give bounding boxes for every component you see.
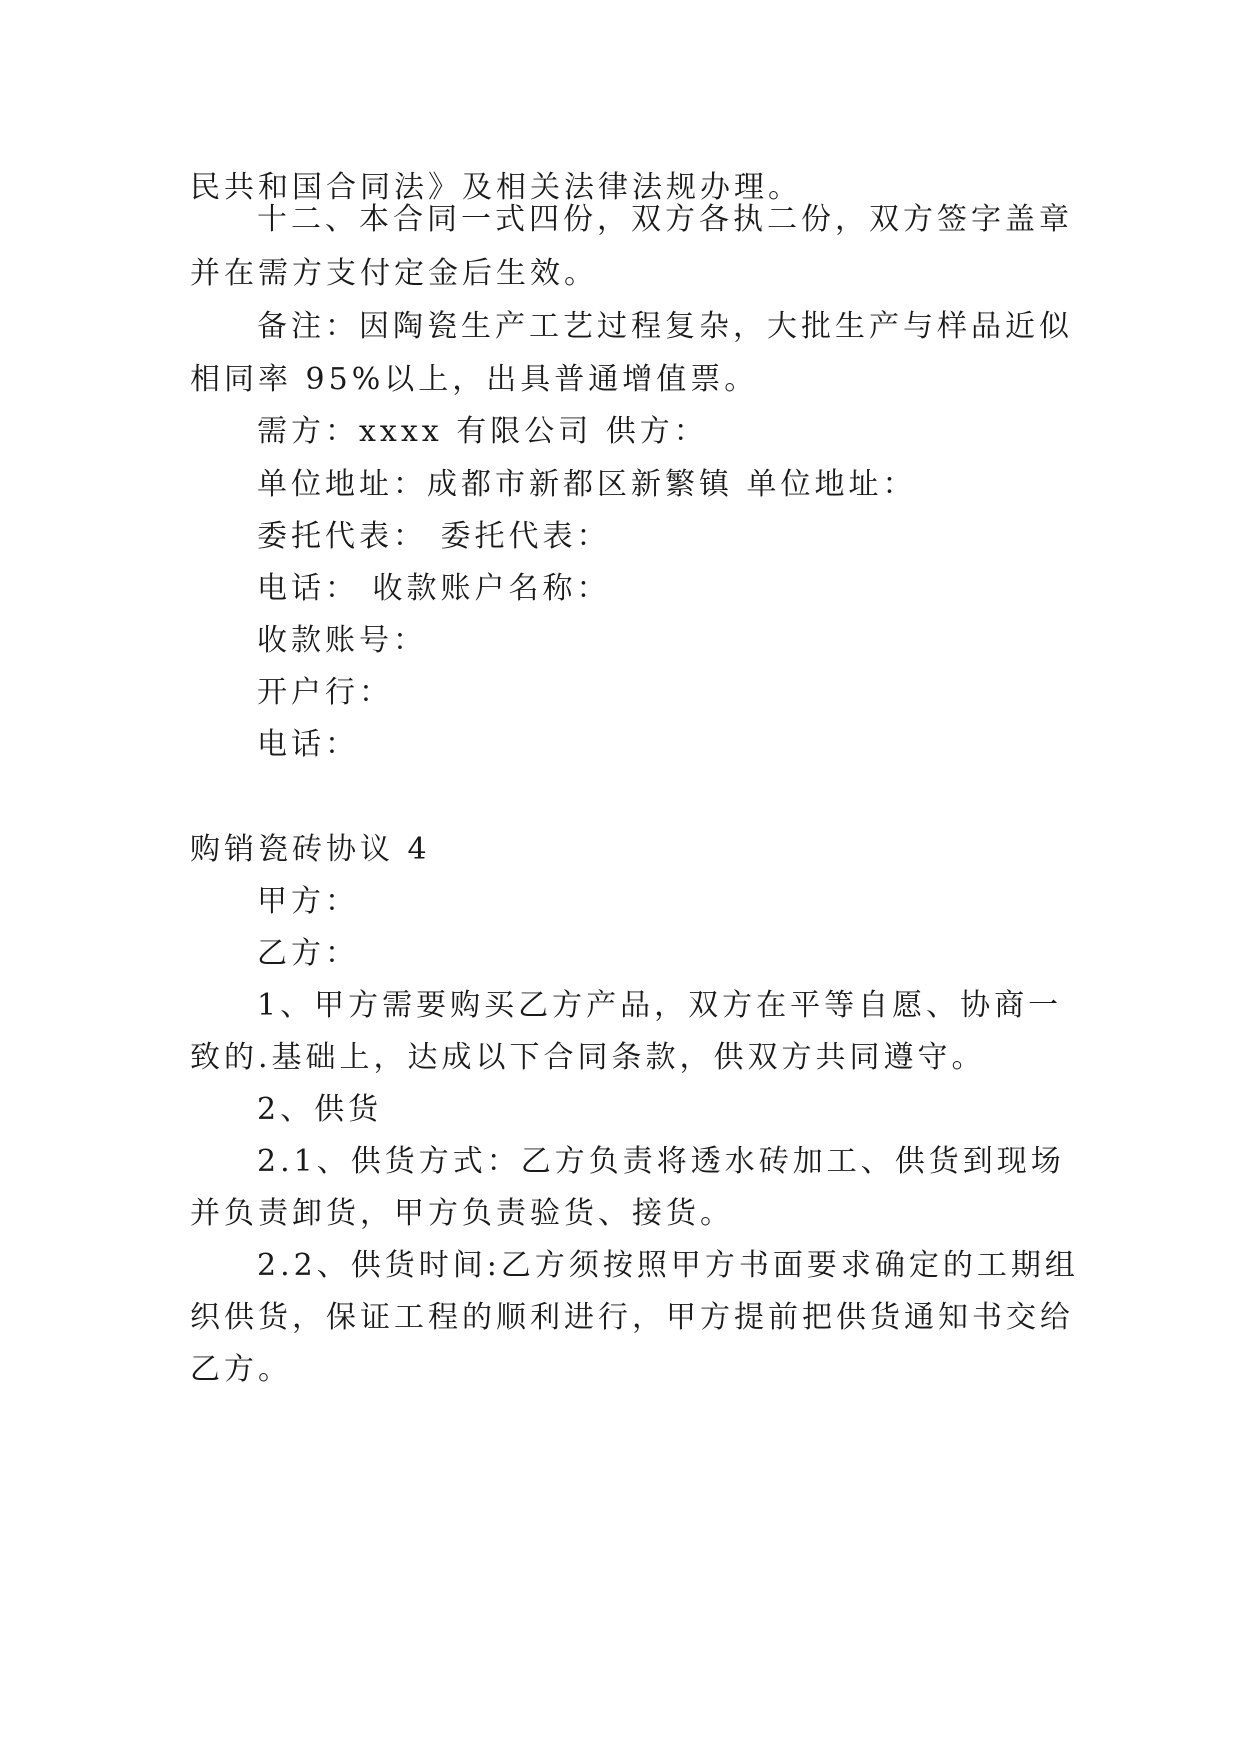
clause-2-1-line-2: 并负责卸货，甲方负责验货、接货。	[190, 1196, 734, 1231]
clause-12-line-1: 十二、本合同一式四份，双方各执二份，双方签字盖章	[257, 202, 1073, 237]
section-title: 购销瓷砖协议 4	[190, 832, 431, 867]
party-a-line: 甲方：	[257, 884, 359, 919]
buyer-supplier-line: 需方：xxxx 有限公司 供方：	[257, 414, 708, 449]
clause-1-line-2: 致的.基础上，达成以下合同条款，供双方共同遵守。	[190, 1040, 986, 1075]
phone-account-name-line: 电话： 收款账户名称：	[257, 571, 611, 606]
clause-12-line-2: 并在需方支付定金后生效。	[190, 256, 598, 291]
bank-line: 开户行：	[257, 675, 393, 710]
clause-2-2-line-2: 织供货，保证工程的顺利进行，甲方提前把供货通知书交给	[190, 1300, 1074, 1335]
account-number-line: 收款账号：	[257, 623, 427, 658]
representative-line: 委托代表： 委托代表：	[257, 519, 611, 554]
clause-2-2-line-3: 乙方。	[190, 1352, 292, 1387]
clause-1-line-1: 1、甲方需要购买乙方产品，双方在平等自愿、协商一	[257, 988, 1063, 1023]
clause-2-2-line-1: 2.2、供货时间:乙方须按照甲方书面要求确定的工期组	[257, 1248, 1079, 1283]
text-line: 民共和国合同法》及相关法律法规办理。	[190, 170, 802, 205]
clause-2-1-line-1: 2.1、供货方式：乙方负责将透水砖加工、供货到现场	[257, 1144, 1065, 1179]
clause-2-heading: 2、供货	[257, 1092, 383, 1127]
party-b-line: 乙方：	[257, 936, 359, 971]
address-line: 单位地址：成都市新都区新繁镇 单位地址：	[257, 467, 917, 502]
remark-line-1: 备注：因陶瓷生产工艺过程复杂，大批生产与样品近似	[257, 309, 1073, 344]
remark-line-2: 相同率 95%以上，出具普通增值票。	[190, 362, 759, 397]
phone-line: 电话：	[257, 727, 359, 762]
